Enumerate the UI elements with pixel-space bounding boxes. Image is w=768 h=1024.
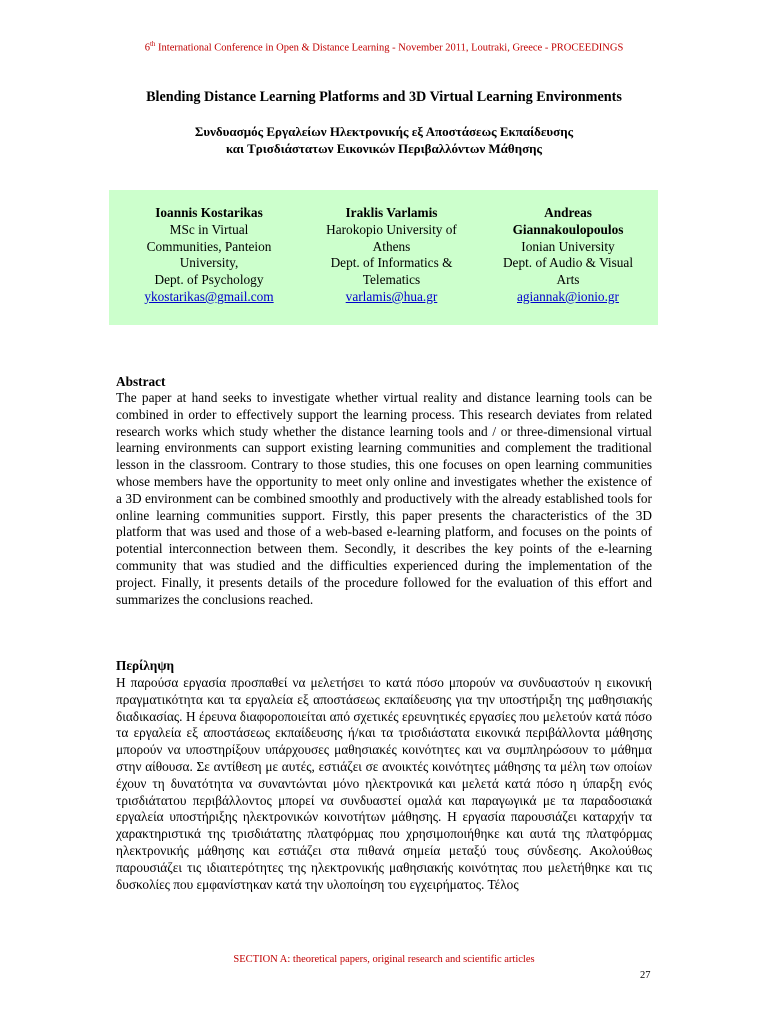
- author-affiliation-line: Communities, Panteion: [146, 238, 272, 254]
- perilipsi-text: Η παρούσα εργασία προσπαθεί να μελετήσει το κατά πόσο μπορούν να συνδυαστούν η εικονική πραγματικότητα και τα εργαλεία εξ αποστάσεως εκπαίδευσης για την υποστήριξη της μαθησιακής διαδικασίας. Η έρευνα διαφοροποιείται από σχετικές ερευνητικές εργασίες που μελετούν κατά πόσο τα εργαλεία εξ αποστάσεως εκπαίδευσης ή/και τα τρισδιάστατα εικονικά περιβάλλοντα μάθησης μπορούν να υποστηρίξουν υπάρχουσες μαθησιακές κοινότητες και να συμπληρώσουν το μάθημα στην αίθουσα. Σε αντίθεση με αυτές, εστιάζει σε ανοικτές κοινότητες μάθησης τα μέλη των οποίων έχουν τη δυνατότητα να συναντώνται μόνο ηλεκτρονικά και μελετά κατά πόσο η ύπαρξη ενός τρισδιάτατου περιβάλλοντος μπορεί να συνδυαστεί ομαλά και παραγωγικά με τα παραδοσιακά εργαλεία υποστήριξης ηλεκτρονικών κοινοτήτων μάθησης. Η εργασία παρουσιάζει καταρχήν τα χαρακτηριστικά της τρισδιάτατης πλατφόρμας που χρησιμοποιήθηκε και αυτά της πλατφόρμας ηλεκτρονικής μάθησης και εστιάζει στα πιθανά σημεία μεταξύ τους σύνδεσης. Ακολούθως παρουσιάζει τις ιδιαιτερότητες της ηλεκτρονικής μαθησιακής κοινότητας που μελετήθηκε και τις δυσκολίες που εμφανίστηκαν κατά την υλοποίηση του εγχειρήματος. Τέλος: [116, 675, 652, 892]
- author-affiliation-line: Dept. of Audio & Visual: [502, 255, 634, 271]
- page-number: 27: [640, 970, 651, 981]
- author-affiliation-line: Dept. of Psychology: [154, 272, 264, 288]
- abstract-heading: Abstract: [116, 374, 166, 389]
- header-ordinal: 6: [144, 42, 150, 54]
- author-affiliation-line: Arts: [556, 272, 580, 288]
- author-affiliation-line: MSc in Virtual: [169, 221, 249, 237]
- author-name: Andreas: [544, 205, 592, 220]
- author-email-link[interactable]: ykostarikas@gmail.com: [144, 288, 274, 304]
- author-affiliation-line: University,: [179, 255, 239, 271]
- author-affiliation-line: Athens: [372, 238, 411, 254]
- abstract-text: The paper at hand seeks to investigate whether virtual reality and distance learning tools can be combined in order to effectively support the learning process. This research deviates from related research works which study whether the distance learning tools and / or three-dimensional virtual learning environments can support existing learning communities and complement the traditional lesson in the classroom. Contrary to those studies, this one focuses on open learning communities whose members have the opportunity to meet only online and investigates whether the existence of a 3D environment can be combined smoothly and productively with the already established tools for online learning communities support. Firstly, this paper presents the characteristics of the 3D platform that was used and those of a web-based e-learning platform, and focuses on the points of potential interconnection between them. Secondly, it describes the key points of the e-learning community that was studied and the difficulties experienced during the implementation of the project. Finally, it presents details of the procedure followed for the evaluation of this effort and summarizes the conclusions reached.: [116, 390, 652, 607]
- section-footer: SECTION A: theoretical papers, original research and scientific articles: [233, 954, 535, 965]
- authors-box: [109, 190, 658, 325]
- greek-title-line: και Τρισδιάστατων Εικονικών Περιβαλλόντων Μάθησης: [225, 141, 543, 156]
- author-name: Ioannis Kostarikas: [155, 205, 263, 220]
- paper-title-english: Blending Distance Learning Platforms and 3D Virtual Learning Environments: [146, 89, 622, 105]
- author-affiliation-line: Dept. of Informatics &: [330, 255, 453, 271]
- author-name: Iraklis Varlamis: [345, 205, 438, 220]
- header-ordinal-suffix: th: [149, 40, 156, 48]
- author-name: Giannakoulopoulos: [512, 221, 624, 237]
- author-affiliation-line: Telematics: [362, 272, 421, 288]
- paper-title-greek: [0, 123, 768, 157]
- author-varlamis: [312, 205, 472, 325]
- author-affiliation-line: Ionian University: [521, 238, 615, 254]
- author-affiliation-line: Harokopio University of: [326, 221, 457, 237]
- author-kostarikas: [123, 205, 295, 325]
- conference-header: [0, 40, 768, 54]
- author-email-link[interactable]: agiannak@ionio.gr: [517, 288, 619, 304]
- author-email-link[interactable]: varlamis@hua.gr: [345, 288, 438, 304]
- perilipsi-heading: Περίληψη: [116, 658, 175, 673]
- author-giannakoulopoulos: [488, 205, 648, 325]
- greek-title-line: Συνδυασμός Εργαλείων Ηλεκτρονικής εξ Αποστάσεως Εκπαίδευσης: [194, 124, 574, 139]
- header-text: International Conference in Open & Distance Learning - November 2011, Loutraki, Greece - PROCEEDINGS: [155, 42, 624, 54]
